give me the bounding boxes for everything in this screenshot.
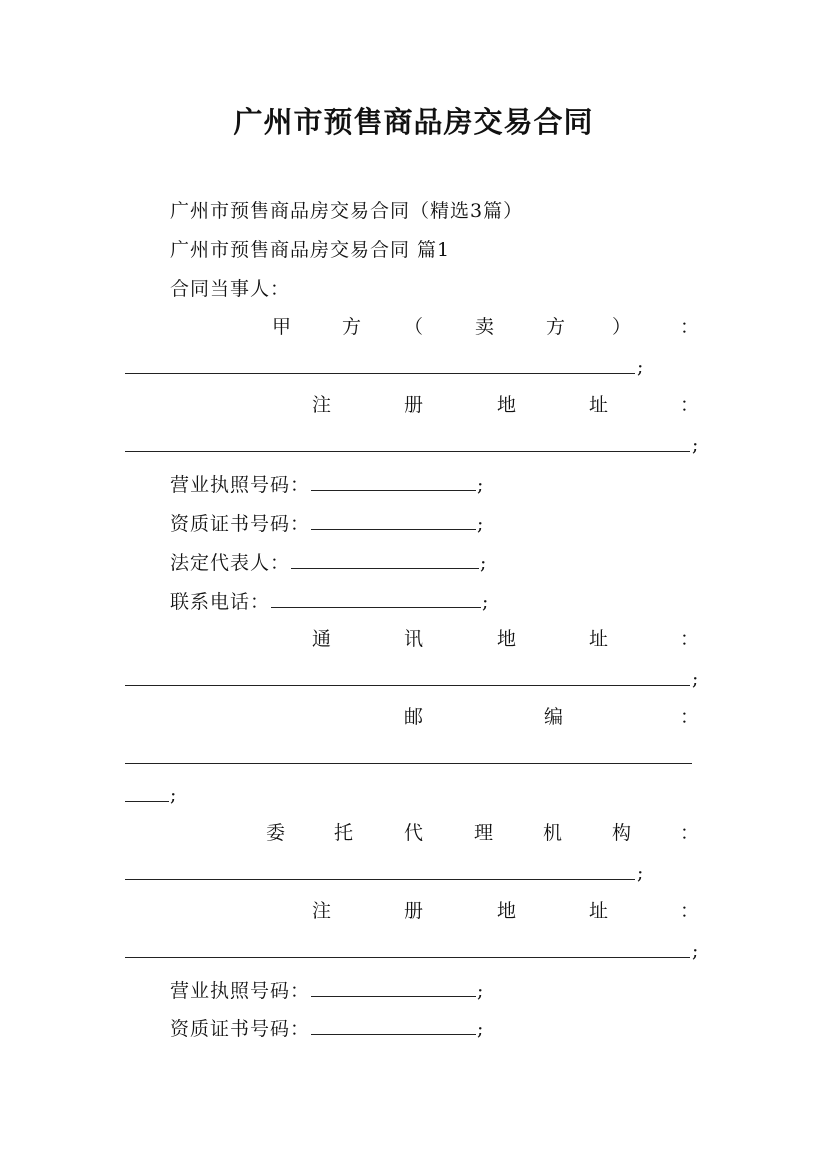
postcode-char: 邮 (404, 706, 424, 728)
semicolon: ; (170, 784, 177, 806)
intro-line-1: 广州市预售商品房交易合同（精选3篇） (170, 200, 524, 222)
license-blank[interactable] (311, 473, 476, 491)
legal-rep-blank[interactable] (291, 551, 479, 569)
mail-char: ： (680, 628, 700, 650)
agent-reg-char: 册 (404, 900, 424, 922)
mail-char: 通 (312, 628, 332, 650)
party-a-cert-row (170, 512, 484, 535)
agent-reg-address-blank[interactable] (125, 940, 690, 958)
agent-char: 理 (474, 822, 494, 844)
party-a-char: 甲 (272, 316, 292, 338)
semicolon: ; (477, 474, 485, 496)
mail-char: 讯 (404, 628, 424, 650)
semicolon: ; (692, 940, 699, 962)
agent-reg-char: ： (680, 900, 700, 922)
party-a-postcode-blank-cont[interactable] (125, 784, 169, 802)
reg-char: 注 (312, 394, 332, 416)
agent-reg-char: 地 (497, 900, 517, 922)
party-a-char: 方 (546, 316, 566, 338)
mail-char: 址 (589, 628, 609, 650)
semicolon: ; (637, 356, 644, 378)
agent-char: 代 (404, 822, 424, 844)
agent-char: 委 (266, 822, 286, 844)
phone-label: 联系电话： (170, 591, 271, 613)
party-a-name-blank[interactable] (125, 356, 635, 374)
phone-blank[interactable] (271, 590, 481, 608)
document-title: 广州市预售商品房交易合同 (233, 105, 594, 139)
agent-license-row (170, 979, 484, 1002)
agent-char: 构 (612, 822, 632, 844)
cert-label: 资质证书号码： (170, 513, 311, 535)
agent-char: 机 (543, 822, 563, 844)
semicolon: ; (477, 980, 485, 1002)
reg-char: ： (680, 394, 700, 416)
semicolon: ; (692, 434, 699, 456)
intro-line-2: 广州市预售商品房交易合同 篇1 (170, 239, 451, 261)
license-label: 营业执照号码： (170, 980, 311, 1002)
cert-label: 资质证书号码： (170, 1018, 311, 1040)
license-blank[interactable] (311, 979, 476, 997)
reg-char: 册 (404, 394, 424, 416)
reg-char: 地 (497, 394, 517, 416)
agent-reg-char: 址 (589, 900, 609, 922)
intro-line-3: 合同当事人： (170, 278, 291, 300)
postcode-char: 编 (544, 706, 564, 728)
party-a-postcode-blank[interactable] (125, 746, 692, 764)
cert-blank[interactable] (311, 512, 476, 530)
agent-char: 托 (334, 822, 354, 844)
party-a-reg-address-blank[interactable] (125, 434, 690, 452)
semicolon: ; (480, 552, 488, 574)
agent-cert-row (170, 1017, 484, 1040)
semicolon: ; (477, 513, 485, 535)
party-a-license-row (170, 473, 484, 496)
semicolon: ; (692, 668, 699, 690)
semicolon: ; (477, 1018, 485, 1040)
license-label: 营业执照号码： (170, 474, 311, 496)
agent-name-blank[interactable] (125, 862, 635, 880)
party-a-legal-rep-row (170, 551, 487, 574)
cert-blank[interactable] (311, 1017, 476, 1035)
party-a-char: ： (680, 316, 700, 338)
reg-char: 址 (589, 394, 609, 416)
agent-char: ： (680, 822, 700, 844)
mail-char: 地 (497, 628, 517, 650)
party-a-phone-row (170, 590, 489, 613)
legal-rep-label: 法定代表人： (170, 552, 291, 574)
party-a-char: （ (404, 316, 424, 338)
agent-reg-char: 注 (312, 900, 332, 922)
postcode-char: ： (680, 706, 700, 728)
party-a-mail-address-blank[interactable] (125, 668, 690, 686)
party-a-char: 方 (342, 316, 362, 338)
semicolon: ; (637, 862, 644, 884)
party-a-char: 卖 (475, 316, 495, 338)
party-a-char: ） (612, 316, 632, 338)
semicolon: ; (482, 591, 490, 613)
